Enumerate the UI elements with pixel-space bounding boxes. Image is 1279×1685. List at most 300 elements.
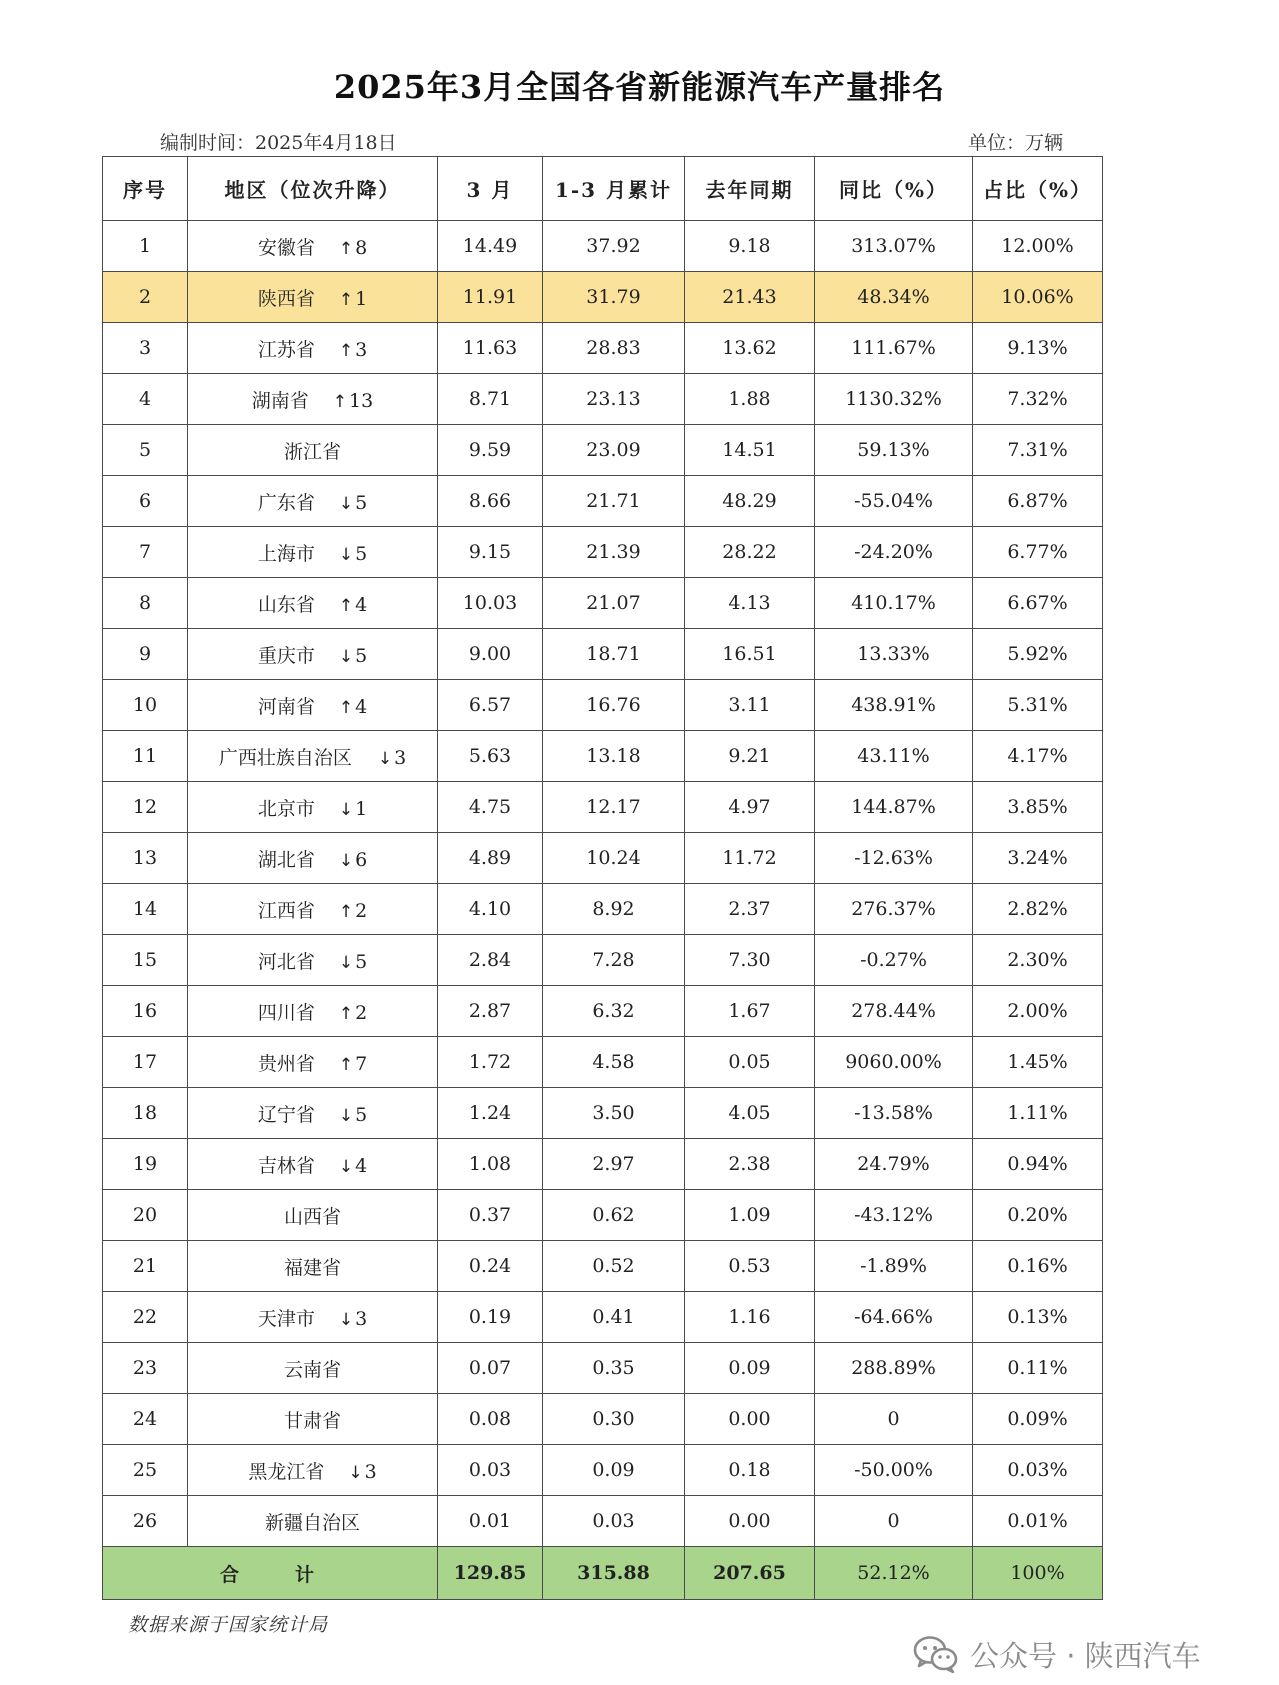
- arrow-up-icon: ↑: [338, 697, 354, 718]
- rank-change-value: 2: [355, 1001, 368, 1024]
- table-row: [103, 1088, 1103, 1139]
- rank-change: [339, 339, 367, 361]
- arrow-down-icon: ↓: [338, 952, 354, 973]
- region-name: 湖南省: [251, 389, 309, 412]
- rank-change: [339, 1308, 367, 1330]
- row-last-year: 0.00: [685, 1496, 815, 1547]
- row-march: 9.59: [438, 425, 543, 476]
- row-share: 9.13%: [973, 323, 1103, 374]
- row-last-year: 14.51: [685, 425, 815, 476]
- compile-time: 编制时间：2025年4月18日: [160, 132, 397, 154]
- table-header-row: [103, 157, 1103, 221]
- rank-change-value: 8: [355, 236, 368, 259]
- row-cumulative: 6.32: [543, 986, 685, 1037]
- row-no: 21: [103, 1241, 188, 1292]
- rank-change: [339, 1002, 367, 1024]
- row-yoy: 276.37%: [815, 884, 973, 935]
- header-yoy: 同比（%）: [815, 157, 973, 221]
- row-share: 5.31%: [973, 680, 1103, 731]
- rank-change: [339, 951, 367, 973]
- row-no: 3: [103, 323, 188, 374]
- row-no: 26: [103, 1496, 188, 1547]
- row-last-year: 0.05: [685, 1037, 815, 1088]
- table-row: [103, 1190, 1103, 1241]
- row-share: 6.77%: [973, 527, 1103, 578]
- row-cumulative: 0.52: [543, 1241, 685, 1292]
- total-label: 合 计: [103, 1547, 438, 1600]
- row-region: [188, 629, 438, 680]
- region-name: 安徽省: [257, 236, 315, 259]
- row-last-year: 1.67: [685, 986, 815, 1037]
- row-share: 0.20%: [973, 1190, 1103, 1241]
- rank-change-value: 1: [355, 287, 368, 310]
- region-name: 河南省: [257, 695, 315, 718]
- rank-change: [339, 594, 367, 616]
- table-row: [103, 833, 1103, 884]
- row-march: 8.66: [438, 476, 543, 527]
- rank-change-value: 7: [355, 1052, 368, 1075]
- arrow-down-icon: ↓: [338, 850, 354, 871]
- row-region: [188, 1445, 438, 1496]
- row-share: 10.06%: [973, 272, 1103, 323]
- table-row: [103, 1139, 1103, 1190]
- table-row: [103, 680, 1103, 731]
- row-cumulative: 4.58: [543, 1037, 685, 1088]
- row-last-year: 1.16: [685, 1292, 815, 1343]
- row-no: 17: [103, 1037, 188, 1088]
- row-cumulative: 21.39: [543, 527, 685, 578]
- row-cumulative: 23.13: [543, 374, 685, 425]
- rank-change-value: 5: [355, 1103, 368, 1126]
- rank-change-value: 13: [349, 389, 374, 412]
- row-march: 0.07: [438, 1343, 543, 1394]
- arrow-up-icon: ↑: [338, 289, 354, 310]
- row-no: 14: [103, 884, 188, 935]
- row-yoy: 48.34%: [815, 272, 973, 323]
- row-no: 20: [103, 1190, 188, 1241]
- rank-change: [339, 900, 367, 922]
- row-share: 6.67%: [973, 578, 1103, 629]
- row-region: [188, 374, 438, 425]
- rank-change: [333, 390, 373, 412]
- row-region: [188, 833, 438, 884]
- row-yoy: 0: [815, 1496, 973, 1547]
- row-last-year: 21.43: [685, 272, 815, 323]
- row-share: 2.00%: [973, 986, 1103, 1037]
- row-no: 5: [103, 425, 188, 476]
- row-cumulative: 28.83: [543, 323, 685, 374]
- row-cumulative: 0.03: [543, 1496, 685, 1547]
- row-share: 0.03%: [973, 1445, 1103, 1496]
- header-cumulative: 1-3 月累计: [543, 157, 685, 221]
- table-row: [103, 1394, 1103, 1445]
- row-march: 2.84: [438, 935, 543, 986]
- row-cumulative: 3.50: [543, 1088, 685, 1139]
- row-region: [188, 935, 438, 986]
- arrow-down-icon: ↓: [338, 646, 354, 667]
- rank-change: [339, 849, 367, 871]
- region-name: 辽宁省: [257, 1103, 315, 1126]
- region-name: 黑龙江省: [248, 1460, 325, 1483]
- row-share: 3.85%: [973, 782, 1103, 833]
- row-cumulative: 0.35: [543, 1343, 685, 1394]
- table-row: [103, 1496, 1103, 1547]
- row-cumulative: 7.28: [543, 935, 685, 986]
- row-march: 4.75: [438, 782, 543, 833]
- row-yoy: 438.91%: [815, 680, 973, 731]
- row-cumulative: 16.76: [543, 680, 685, 731]
- region-name: 浙江省: [283, 440, 341, 463]
- row-cumulative: 31.79: [543, 272, 685, 323]
- row-march: 8.71: [438, 374, 543, 425]
- row-share: 5.92%: [973, 629, 1103, 680]
- table-body: [103, 221, 1103, 1547]
- total-last-year: 207.65: [685, 1547, 815, 1600]
- rank-change-value: 1: [355, 797, 368, 820]
- row-no: 19: [103, 1139, 188, 1190]
- row-cumulative: 10.24: [543, 833, 685, 884]
- row-last-year: 0.53: [685, 1241, 815, 1292]
- total-yoy: 52.12%: [815, 1547, 973, 1600]
- row-cumulative: 18.71: [543, 629, 685, 680]
- row-no: 12: [103, 782, 188, 833]
- arrow-up-icon: ↑: [338, 238, 354, 259]
- row-no: 22: [103, 1292, 188, 1343]
- row-region: [188, 272, 438, 323]
- row-last-year: 16.51: [685, 629, 815, 680]
- row-yoy: 59.13%: [815, 425, 973, 476]
- row-march: 1.72: [438, 1037, 543, 1088]
- region-name: 四川省: [257, 1001, 315, 1024]
- row-last-year: 3.11: [685, 680, 815, 731]
- row-cumulative: 2.97: [543, 1139, 685, 1190]
- row-last-year: 7.30: [685, 935, 815, 986]
- page-title: 2025年3月全国各省新能源汽车产量排名: [333, 68, 946, 106]
- row-march: 0.24: [438, 1241, 543, 1292]
- row-region: [188, 323, 438, 374]
- table-row: [103, 629, 1103, 680]
- region-name: 天津市: [257, 1307, 315, 1330]
- row-yoy: 278.44%: [815, 986, 973, 1037]
- row-region: [188, 527, 438, 578]
- rank-change-value: 5: [355, 542, 368, 565]
- row-march: 1.08: [438, 1139, 543, 1190]
- region-name: 陕西省: [257, 287, 315, 310]
- row-yoy: 410.17%: [815, 578, 973, 629]
- row-last-year: 48.29: [685, 476, 815, 527]
- row-march: 2.87: [438, 986, 543, 1037]
- row-march: 10.03: [438, 578, 543, 629]
- row-region: [188, 425, 438, 476]
- row-region: [188, 1190, 438, 1241]
- row-no: 16: [103, 986, 188, 1037]
- row-share: 12.00%: [973, 221, 1103, 272]
- row-cumulative: 21.07: [543, 578, 685, 629]
- row-yoy: 24.79%: [815, 1139, 973, 1190]
- arrow-down-icon: ↓: [338, 1156, 354, 1177]
- region-name: 福建省: [283, 1256, 341, 1279]
- row-march: 4.89: [438, 833, 543, 884]
- table-row: [103, 884, 1103, 935]
- region-name: 北京市: [257, 797, 315, 820]
- row-last-year: 0.18: [685, 1445, 815, 1496]
- rank-change-value: 4: [355, 695, 368, 718]
- row-region: [188, 221, 438, 272]
- row-cumulative: 0.09: [543, 1445, 685, 1496]
- row-yoy: 43.11%: [815, 731, 973, 782]
- region-name: 新疆自治区: [264, 1511, 360, 1534]
- row-last-year: 13.62: [685, 323, 815, 374]
- row-yoy: 0: [815, 1394, 973, 1445]
- watermark: [912, 1632, 1201, 1676]
- row-cumulative: 21.71: [543, 476, 685, 527]
- row-last-year: 0.09: [685, 1343, 815, 1394]
- total-cumulative: 315.88: [543, 1547, 685, 1600]
- row-cumulative: 0.41: [543, 1292, 685, 1343]
- row-region: [188, 680, 438, 731]
- row-region: [188, 1139, 438, 1190]
- arrow-up-icon: ↑: [338, 1003, 354, 1024]
- region-name: 云南省: [283, 1358, 341, 1381]
- rank-change-value: 5: [355, 491, 368, 514]
- row-last-year: 4.13: [685, 578, 815, 629]
- region-name: 广东省: [257, 491, 315, 514]
- row-last-year: 4.97: [685, 782, 815, 833]
- region-name: 吉林省: [257, 1154, 315, 1177]
- table-row: [103, 1292, 1103, 1343]
- arrow-up-icon: ↑: [338, 595, 354, 616]
- rank-change: [378, 747, 406, 769]
- rank-change-value: 4: [355, 593, 368, 616]
- table-row: [103, 272, 1103, 323]
- row-march: 9.00: [438, 629, 543, 680]
- total-march: 129.85: [438, 1547, 543, 1600]
- row-yoy: -0.27%: [815, 935, 973, 986]
- arrow-up-icon: ↑: [332, 391, 348, 412]
- row-region: [188, 884, 438, 935]
- table-row: [103, 527, 1103, 578]
- row-yoy: -43.12%: [815, 1190, 973, 1241]
- row-no: 8: [103, 578, 188, 629]
- region-name: 广西壮族自治区: [218, 746, 352, 769]
- header-march: 3 月: [438, 157, 543, 221]
- row-no: 13: [103, 833, 188, 884]
- total-share: 100%: [973, 1547, 1103, 1600]
- row-march: 6.57: [438, 680, 543, 731]
- row-region: [188, 476, 438, 527]
- row-share: 1.45%: [973, 1037, 1103, 1088]
- region-name: 江苏省: [257, 338, 315, 361]
- row-last-year: 4.05: [685, 1088, 815, 1139]
- row-last-year: 9.21: [685, 731, 815, 782]
- rank-change: [339, 645, 367, 667]
- row-yoy: -13.58%: [815, 1088, 973, 1139]
- region-name: 山西省: [283, 1205, 341, 1228]
- row-region: [188, 782, 438, 833]
- region-name: 上海市: [257, 542, 315, 565]
- row-share: 4.17%: [973, 731, 1103, 782]
- row-cumulative: 13.18: [543, 731, 685, 782]
- row-share: 0.16%: [973, 1241, 1103, 1292]
- row-last-year: 2.37: [685, 884, 815, 935]
- row-march: 0.01: [438, 1496, 543, 1547]
- row-march: 0.08: [438, 1394, 543, 1445]
- rank-change: [339, 492, 367, 514]
- rank-change-value: 5: [355, 644, 368, 667]
- row-cumulative: 37.92: [543, 221, 685, 272]
- row-march: 1.24: [438, 1088, 543, 1139]
- region-name: 江西省: [257, 899, 315, 922]
- rank-change: [339, 1053, 367, 1075]
- row-yoy: 313.07%: [815, 221, 973, 272]
- row-cumulative: 12.17: [543, 782, 685, 833]
- rank-change-value: 3: [394, 746, 407, 769]
- row-yoy: -1.89%: [815, 1241, 973, 1292]
- row-share: 2.30%: [973, 935, 1103, 986]
- row-no: 18: [103, 1088, 188, 1139]
- region-name: 山东省: [257, 593, 315, 616]
- row-last-year: 1.88: [685, 374, 815, 425]
- row-no: 24: [103, 1394, 188, 1445]
- row-region: [188, 1037, 438, 1088]
- table-row: [103, 935, 1103, 986]
- table-row: [103, 374, 1103, 425]
- rank-change: [339, 543, 367, 565]
- row-region: [188, 731, 438, 782]
- table-row: [103, 986, 1103, 1037]
- row-march: 5.63: [438, 731, 543, 782]
- header-share: 占比（%）: [973, 157, 1103, 221]
- rank-change-value: 5: [355, 950, 368, 973]
- row-share: 0.13%: [973, 1292, 1103, 1343]
- header-no: 序号: [103, 157, 188, 221]
- row-region: [188, 1496, 438, 1547]
- row-yoy: -24.20%: [815, 527, 973, 578]
- row-yoy: 288.89%: [815, 1343, 973, 1394]
- row-region: [188, 1088, 438, 1139]
- rank-change: [339, 288, 367, 310]
- region-name: 湖北省: [257, 848, 315, 871]
- region-name: 重庆市: [257, 644, 315, 667]
- row-cumulative: 0.30: [543, 1394, 685, 1445]
- arrow-down-icon: ↓: [348, 1462, 363, 1483]
- row-share: 1.11%: [973, 1088, 1103, 1139]
- row-march: 4.10: [438, 884, 543, 935]
- row-no: 4: [103, 374, 188, 425]
- row-march: 11.63: [438, 323, 543, 374]
- row-last-year: 9.18: [685, 221, 815, 272]
- source-note: 数据来源于国家统计局: [128, 1614, 329, 1636]
- table-row: [103, 1241, 1103, 1292]
- row-yoy: 144.87%: [815, 782, 973, 833]
- row-region: [188, 1394, 438, 1445]
- row-region: [188, 1343, 438, 1394]
- arrow-down-icon: ↓: [338, 1105, 354, 1126]
- rank-change: [339, 696, 367, 718]
- row-cumulative: 0.62: [543, 1190, 685, 1241]
- row-yoy: 1130.32%: [815, 374, 973, 425]
- row-last-year: 2.38: [685, 1139, 815, 1190]
- row-march: 11.91: [438, 272, 543, 323]
- arrow-down-icon: ↓: [338, 1309, 354, 1330]
- table-row: [103, 221, 1103, 272]
- row-share: 7.32%: [973, 374, 1103, 425]
- header-region: 地区（位次升降）: [188, 157, 438, 221]
- row-yoy: -50.00%: [815, 1445, 973, 1496]
- region-name: 贵州省: [257, 1052, 315, 1075]
- row-yoy: 111.67%: [815, 323, 973, 374]
- row-last-year: 11.72: [685, 833, 815, 884]
- row-march: 0.19: [438, 1292, 543, 1343]
- table-row: [103, 1037, 1103, 1088]
- row-march: 14.49: [438, 221, 543, 272]
- table-row: [103, 323, 1103, 374]
- row-share: 0.11%: [973, 1343, 1103, 1394]
- row-share: 2.82%: [973, 884, 1103, 935]
- arrow-down-icon: ↓: [338, 799, 354, 820]
- row-region: [188, 1241, 438, 1292]
- row-no: 10: [103, 680, 188, 731]
- row-share: 7.31%: [973, 425, 1103, 476]
- row-last-year: 28.22: [685, 527, 815, 578]
- row-region: [188, 578, 438, 629]
- rank-change: [339, 798, 367, 820]
- table-row: [103, 425, 1103, 476]
- row-no: 9: [103, 629, 188, 680]
- row-last-year: 0.00: [685, 1394, 815, 1445]
- rank-change: [339, 1155, 367, 1177]
- arrow-up-icon: ↑: [338, 901, 354, 922]
- region-name: 河北省: [257, 950, 315, 973]
- rank-change-value: 6: [355, 848, 368, 871]
- row-region: [188, 986, 438, 1037]
- unit-label: 单位：万辆: [968, 132, 1064, 154]
- watermark-text: 公众号 · 陕西汽车: [970, 1638, 1201, 1673]
- row-no: 2: [103, 272, 188, 323]
- ranking-table: [102, 156, 1103, 1600]
- row-yoy: -55.04%: [815, 476, 973, 527]
- arrow-up-icon: ↑: [338, 1054, 354, 1075]
- rank-change-value: 2: [355, 899, 368, 922]
- table-row: [103, 1445, 1103, 1496]
- region-name: 甘肃省: [283, 1409, 341, 1432]
- row-no: 7: [103, 527, 188, 578]
- row-march: 9.15: [438, 527, 543, 578]
- rank-change-value: 4: [355, 1154, 368, 1177]
- row-share: 0.94%: [973, 1139, 1103, 1190]
- row-share: 0.01%: [973, 1496, 1103, 1547]
- row-no: 23: [103, 1343, 188, 1394]
- row-march: 0.37: [438, 1190, 543, 1241]
- rank-change: [339, 1104, 367, 1126]
- row-last-year: 1.09: [685, 1190, 815, 1241]
- table-row: [103, 578, 1103, 629]
- row-share: 3.24%: [973, 833, 1103, 884]
- rank-change-value: 3: [355, 338, 368, 361]
- row-share: 0.09%: [973, 1394, 1103, 1445]
- row-no: 1: [103, 221, 188, 272]
- row-region: [188, 1292, 438, 1343]
- row-yoy: -12.63%: [815, 833, 973, 884]
- total-row: [103, 1547, 1103, 1600]
- rank-change: [339, 237, 367, 259]
- rank-change-value: 3: [355, 1307, 368, 1330]
- arrow-down-icon: ↓: [377, 748, 393, 769]
- row-cumulative: 23.09: [543, 425, 685, 476]
- rank-change: [348, 1461, 376, 1483]
- rank-change-value: 3: [364, 1460, 377, 1483]
- table-row: [103, 782, 1103, 833]
